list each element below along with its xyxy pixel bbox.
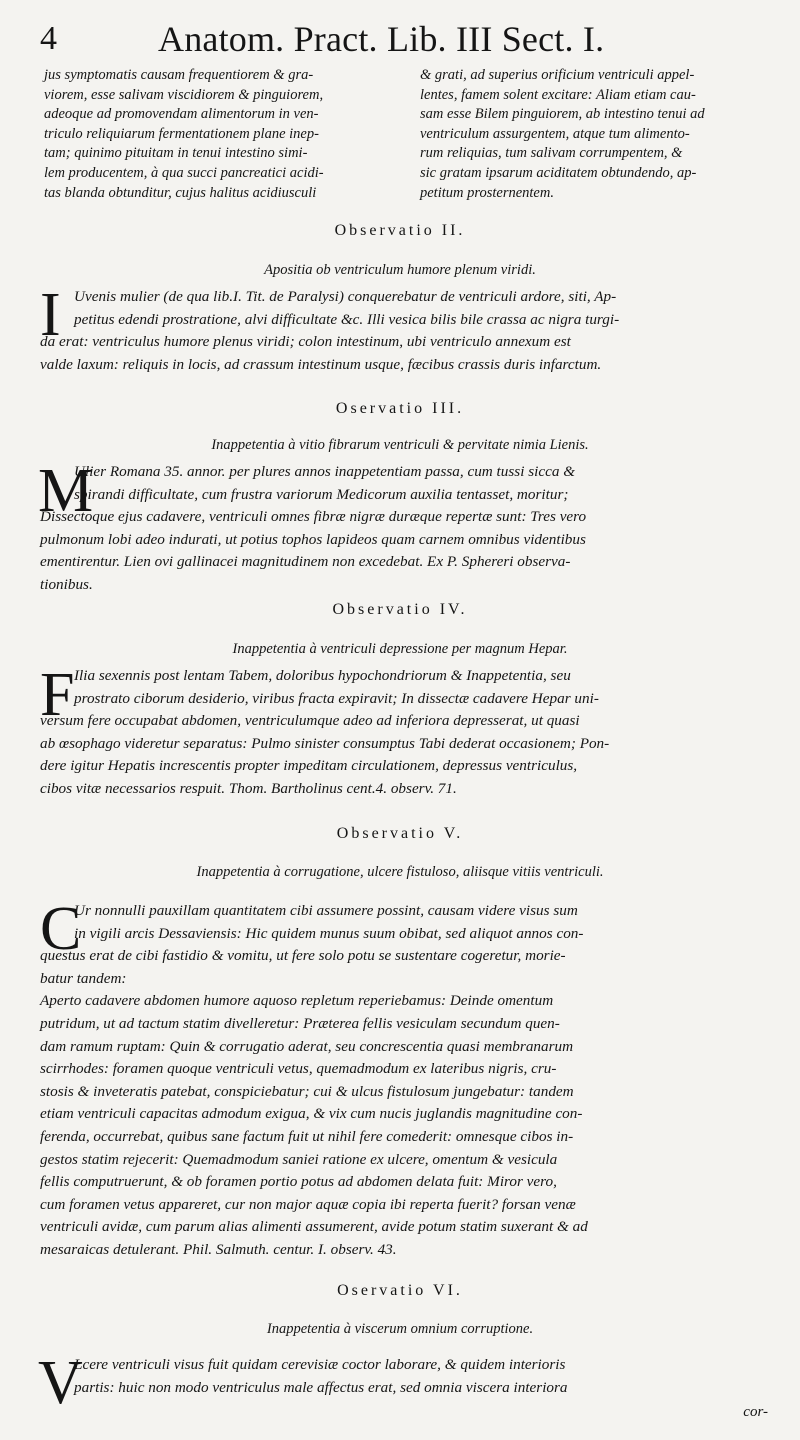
text-line: petitum prosternentem.: [420, 184, 554, 201]
text-line: Lcere ventriculi visus fuit quidam cerevisiæ coctor laborare, & quidem interioris: [74, 1356, 566, 1373]
text-line: tas blanda obtunditur, cujus halitus acidiusculi: [44, 184, 317, 201]
text-line: fellis computruerunt, & ob foramen portio potus ad abdomen delata fuit: Miror vero,: [40, 1173, 557, 1191]
catchword: cor-: [743, 1404, 768, 1420]
drop-cap: C: [40, 895, 82, 963]
text-line: partis: huic non modo ventriculus male affectus erat, sed omnia viscera interiora: [74, 1378, 568, 1396]
text-line: ventriculum assurgentem, atque tum alimento-: [420, 125, 690, 142]
page-header: [40, 18, 780, 64]
drop-cap: F: [40, 661, 75, 729]
text-line: lentes, famem solent excitare: Aliam etiam cau-: [420, 86, 696, 103]
text-line: questus erat de cibi fastidio & vomitu, ut fere solo potu se sustentare cogeretur, morie-: [40, 947, 566, 965]
text-line: versum fere occupabat abdomen, ventriculumque adeo ad inferiora depresserat, ut quasi: [40, 712, 580, 730]
text-line: Aperto cadavere abdomen humore aquoso repletum reperiebamus: Deinde omentum: [40, 992, 554, 1010]
text-line: spirandi difficultate, cum frustra variorum Medicorum auxilia tentasset, moritur;: [74, 485, 569, 503]
text-line: cum foramen vetus appareret, cur non major aquæ copia ibi reperta fuerit? forsan venæ: [40, 1195, 576, 1213]
observation-heading: Observatio V.: [336, 825, 464, 842]
text-line: jus symptomatis causam frequentiorem & gra-: [44, 67, 314, 83]
text-line: petitus edendi prostratione, alvi difficultate &c. Illi vesica bilis bile crassa ac nigra turgi-: [74, 310, 620, 328]
observation-subtitle: Inappetentia à vitio fibrarum ventriculi & pervitate nimia Lienis.: [211, 437, 589, 453]
text-line: lem producentem, à qua succi pancreatici acidi-: [44, 164, 324, 181]
text-line: sic gratam ipsarum aciditatem obtundendo, ap-: [420, 164, 697, 181]
text-line: dam ramum ruptam: Quin & corrugatio aderat, seu concrescentia quasi membranarum: [40, 1037, 574, 1055]
text-line: Ur nonnulli pauxillam quantitatem cibi assumere possint, causam videre visus sum: [74, 902, 578, 919]
text-line: Uvenis mulier (de qua lib.I. Tit. de Paralysi) conquerebatur de ventriculi ardore, siti, Ap-: [74, 288, 617, 305]
observation-body: [38, 457, 780, 597]
text-line: dere igitur Hepatis increscentis propter impeditam circulationem, depressus ventriculus,: [40, 757, 578, 775]
text-line: sam esse Bilem pinguiorem, ab intestino tenui ad: [420, 106, 705, 123]
drop-cap: M: [38, 457, 94, 525]
text-line: gestos statim rejecerit: Quemadmodum saniei ratione ex ulcere, omentum & vesicula: [40, 1150, 558, 1168]
text-line: tionibus.: [40, 575, 93, 593]
text-line: viorem, esse salivam viscidiorem & pinguiorem,: [44, 86, 324, 103]
text-line: ab œsophago videretur separatus: Pulmo sinister consumptus Tabi dederat occasionem; Pon-: [40, 734, 610, 752]
text-line: putridum, ut ad tactum statim divelleretur: Præterea fellis vesiculam secundum quen-: [40, 1014, 560, 1032]
text-line: cibos vitæ necessarios respuit. Thom. Bartholinus cent.4. observ. 71.: [40, 779, 457, 797]
page-number: 4: [40, 20, 57, 57]
intro-right-column: [420, 66, 770, 203]
observation-heading: Oservatio VI.: [337, 1282, 463, 1299]
text-line: & grati, ad superius orificium ventriculi appel-: [420, 67, 695, 83]
text-line: in vigili arcis Dessaviensis: Hic quidem munus suum obibat, sed aliquot annos con-: [74, 924, 584, 942]
text-line: batur tandem:: [40, 969, 127, 987]
drop-cap: I: [40, 281, 61, 349]
observation-heading: Observatio II.: [334, 222, 466, 239]
observation-body: [40, 895, 780, 1262]
text-line: pulmonum lobi adeo indurati, ut potius tophos lapideos quam carnem omnibus videntibus: [40, 530, 586, 548]
observation-subtitle: Inappetentia à corrugatione, ulcere fistuloso, aliisque vitiis ventriculi.: [196, 864, 604, 880]
text-line: mesaraicas detulerant. Phil. Salmuth. centur. I. observ. 43.: [40, 1240, 397, 1258]
observation-heading: Observatio IV.: [332, 601, 468, 618]
text-line: etiam ventriculi capacitas admodum exigua, & vix cum nucis juglandis magnitudine con-: [40, 1105, 583, 1123]
text-line: scirrhodes: foramen quoque ventriculi vetus, quemadmodum ex lateribus nigris, cru-: [40, 1060, 557, 1078]
text-line: da erat: ventriculus humore plenus viridi; colon intestinum, ubi ventriculo annexum est: [40, 333, 571, 351]
text-line: prostrato ciborum desiderio, viribus fracta expiravit; In dissectæ cadavere Hepar uni-: [74, 689, 599, 707]
text-line: ementirentur. Lien ovi gallinacei magnitudinem non excedebat. Ex P. Sphereri observa-: [40, 553, 571, 571]
text-line: Ulier Romana 35. annor. per plures annos inappetentiam passa, cum tussi sicca &: [74, 463, 576, 480]
text-line: ferenda, occurrebat, quibus sane factum fuit ut nihil fere comederit: omnesque cibos in-: [40, 1127, 574, 1145]
text-line: ventriculi avidæ, cum parum alias alimenti assumerent, avide potum statim suxerant & ad: [40, 1218, 588, 1236]
observation-body: [40, 661, 780, 801]
observation-subtitle: Inappetentia à viscerum omnium corruptione.: [266, 1321, 534, 1337]
text-line: tam; quinimo pituitam in tenui intestino simi-: [44, 145, 308, 162]
observation-body: [40, 1354, 780, 1399]
text-line: Ilia sexennis post lentam Tabem, doloribus hypochondriorum & Inappetentia, seu: [74, 667, 571, 684]
text-line: Dissectoque ejus cadavere, ventriculi omnes fibræ nigræ duræque repertæ sunt: Tres vero: [40, 508, 587, 526]
text-line: triculo reliquiarum fermentationem plane inep-: [44, 125, 319, 142]
observation-subtitle: Apositia ob ventriculum humore plenum viridi.: [264, 262, 536, 278]
text-line: adeoque ad promovendam alimentorum in ven-: [44, 106, 319, 123]
running-title: Anatom. Pract. Lib. III Sect. I.: [158, 19, 605, 59]
observation-body: [40, 281, 780, 376]
observation-heading: Oservatio III.: [335, 400, 465, 417]
intro-two-column-text: [44, 66, 770, 216]
observation-subtitle: Inappetentia à ventriculi depressione per magnum Hepar.: [232, 641, 568, 657]
drop-cap: V: [38, 1349, 83, 1417]
text-line: valde laxum: reliquis in locis, ad crassum intestinum usque, fæcibus crassis duris infarctum.: [40, 355, 602, 373]
text-line: stosis & inveteratis patebat, conspiciebatur; cui & ulcus fistulosum jungebatur: tandem: [40, 1082, 574, 1100]
intro-left-column: [44, 66, 394, 203]
text-line: rum reliquias, tum salivam corrumpentem, &: [420, 145, 683, 162]
